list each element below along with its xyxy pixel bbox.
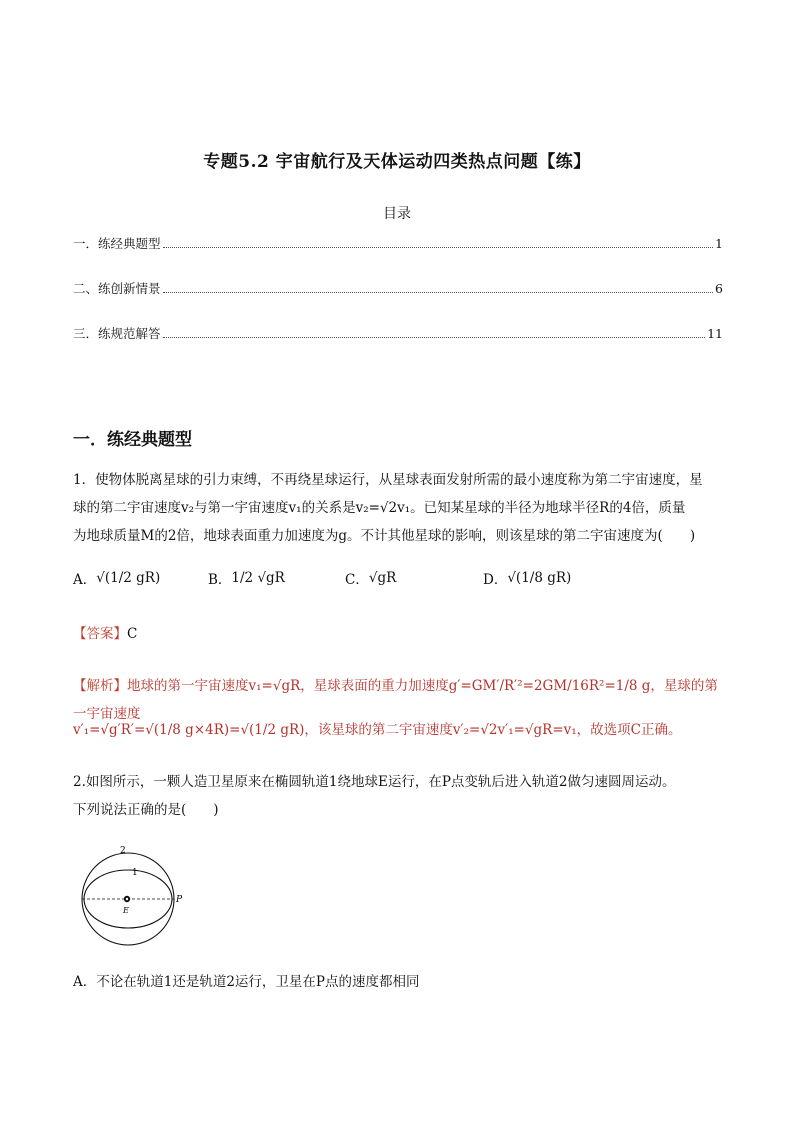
toc-item-page: 1 — [715, 236, 723, 251]
option-c — [345, 568, 396, 588]
option-expression: √(1/8 gR) — [507, 570, 572, 586]
section-heading: 一．练经典题型 — [73, 430, 192, 450]
analysis-text: 地球的第一宇宙速度v₁=√gR，星球表面的重力加速度g′=GM′/R′²=2GM/16R²=1/8 g，星球的第一宇宙速度 — [73, 678, 718, 722]
analysis-label: 【解析】 — [73, 678, 127, 694]
option-b — [208, 568, 285, 588]
option-letter: D． — [483, 572, 508, 588]
toc-item-label: 二、练创新情景 — [73, 281, 161, 296]
question-1-line-3: 为地球质量M的2倍，地球表面重力加速度为g。不计其他星球的影响，则该星球的第二宇宙速度为( ) — [73, 528, 696, 544]
toc-leader — [163, 247, 714, 248]
option-a — [73, 568, 160, 588]
option-expression: 1/2 √gR — [231, 570, 285, 586]
answer — [73, 620, 723, 648]
toc-heading: 目录 — [383, 206, 411, 222]
option-letter: B． — [208, 572, 232, 588]
question-2-option-a: A．不论在轨道1还是轨道2运行，卫星在P点的速度都相同 — [73, 974, 420, 990]
orbit-1-label: 1 — [132, 868, 138, 878]
question-1-line-1: 1．使物体脱离星球的引力束缚，不再绕星球运行，从星球表面发射所需的最小速度称为第二宇宙速度，星 — [73, 472, 703, 488]
toc-leader — [163, 337, 706, 338]
question-2-line-1: 2.如图所示，一颗人造卫星原来在椭圆轨道1绕地球E运行，在P点变轨后进入轨道2做匀速圆周运动。 — [73, 774, 676, 790]
orbit-diagram — [80, 843, 190, 957]
point-p-label: P — [176, 895, 183, 905]
toc-item-label: 三．练规范解答 — [73, 326, 161, 341]
question-2-line-2: 下列说法正确的是( ) — [73, 802, 219, 818]
toc-leader — [163, 292, 714, 293]
option-letter: A． — [73, 572, 97, 588]
toc-item-3[interactable] — [73, 324, 723, 342]
toc-item-page: 6 — [715, 281, 723, 296]
option-expression: √(1/2 gR) — [96, 570, 161, 586]
toc-item-1[interactable] — [73, 234, 723, 252]
analysis-line-2: v′₁=√g′R′=√(1/8 g×4R)=√(1/2 gR)，该星球的第二宇宙速度v′₂=√2v′₁=√gR=v₁，故选项C正确。 — [73, 722, 682, 738]
orbit-diagram-svg — [80, 843, 190, 953]
option-letter: C． — [345, 572, 369, 588]
page-title: 专题5.2 宇宙航行及天体运动四类热点问题【练】 — [203, 152, 591, 172]
answer-value: C — [127, 626, 138, 642]
toc-item-label: 一．练经典题型 — [73, 236, 161, 251]
toc-item-page: 11 — [707, 326, 723, 341]
toc-item-2[interactable] — [73, 279, 723, 297]
answer-label: 【答案】 — [73, 626, 127, 642]
orbit-2-label: 2 — [120, 846, 126, 856]
option-expression: √gR — [368, 570, 397, 586]
earth-label: E — [123, 906, 129, 915]
option-d — [483, 568, 571, 588]
question-1-line-2: 球的第二宇宙速度v₂与第一宇宙速度v₁的关系是v₂=√2v₁。已知某星球的半径为地球半径R的4倍，质量 — [73, 500, 686, 516]
